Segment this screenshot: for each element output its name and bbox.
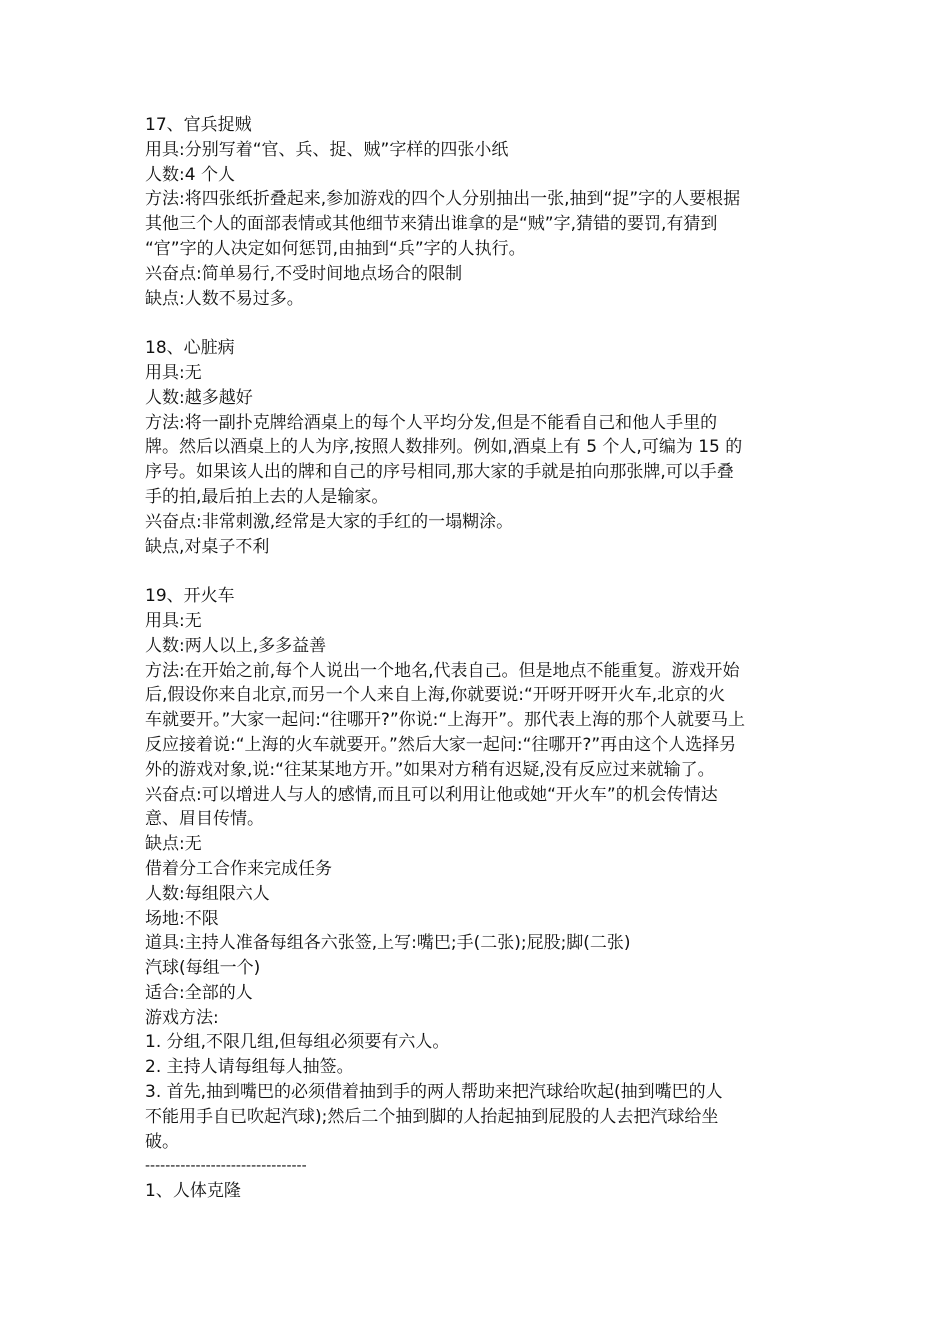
text-line: 意、眉目传情。: [145, 809, 264, 830]
text-line: 兴奋点:可以增进人与人的感情,而且可以利用让他或她“开火车”的机会传情达: [145, 784, 718, 805]
text-line: 用具:无: [145, 362, 202, 383]
text-line: 缺点:人数不易过多。: [145, 288, 304, 309]
text-line: 车就要开。”大家一起问:“往哪开?”你说:“上海开”。那代表上海的那个人就要马上: [145, 710, 746, 731]
section-kaihuoche: [145, 584, 817, 1154]
text-line: 人数:4 个人: [145, 164, 235, 185]
blank-line: [145, 311, 817, 336]
dashed-divider: --------------------------------: [145, 1158, 307, 1175]
text-line: 手的拍,最后拍上去的人是输家。: [145, 486, 389, 507]
text-line: 牌。然后以酒桌上的人为序,按照人数排列。例如,酒桌上有 5 个人,可编为 15 的: [145, 437, 743, 458]
text-line: 方法:在开始之前,每个人说出一个地名,代表自己。但是地点不能重复。游戏开始: [145, 660, 740, 681]
text-line: 借着分工合作来完成任务: [145, 858, 332, 879]
text-line: 兴奋点:非常刺激,经常是大家的手红的一塌糊涂。: [145, 511, 514, 532]
section-heading: 17、官兵捉贼: [145, 115, 252, 135]
text-line: 兴奋点:简单易行,不受时间地点场合的限制: [145, 263, 463, 284]
text-line: 道具:主持人准备每组各六张签,上写:嘴巴;手(二张);屁股;脚(二张): [145, 933, 631, 954]
text-line: 方法:将四张纸折叠起来,参加游戏的四个人分别抽出一张,抽到“捉”字的人要根据: [145, 189, 741, 210]
blank-line: [145, 559, 817, 584]
text-line: “官”字的人决定如何惩罚,由抽到“兵”字的人执行。: [145, 238, 526, 259]
text-line: 不能用手自已吹起汽球);然后二个抽到脚的人抬起抽到屁股的人去把汽球给坐: [145, 1106, 719, 1127]
text-line: 汽球(每组一个): [145, 958, 261, 979]
next-section-heading: 1、人体克隆: [145, 1181, 241, 1202]
text-line: 用具:无: [145, 610, 202, 631]
text-line: 缺点:无: [145, 834, 202, 855]
text-line: 场地:不限: [145, 908, 219, 929]
section-guanbing: [145, 113, 817, 311]
text-line: 后,假设你来自北京,而另一个人来自上海,你就要说:“开呀开呀开火车,北京的火: [145, 685, 726, 706]
text-line: 序号。如果该人出的牌和自己的序号相同,那大家的手就是拍向那张牌,可以手叠: [145, 462, 734, 483]
text-line: 人数:越多越好: [145, 387, 253, 408]
text-line: 用具:分别写着“官、兵、捉、贼”字样的四张小纸: [145, 139, 509, 160]
text-line: 其他三个人的面部表情或其他细节来猜出谁拿的是“贼”字,猜错的要罚,有猜到: [145, 214, 718, 235]
section-heading: 18、心脏病: [145, 338, 235, 359]
text-line: 适合:全部的人: [145, 982, 253, 1003]
text-line: 游戏方法:: [145, 1007, 219, 1028]
text-line: 破。: [145, 1131, 179, 1152]
document-page: [145, 113, 817, 1204]
list-item: 2. 主持人请每组每人抽签。: [145, 1057, 354, 1078]
list-item: 3. 首先,抽到嘴巴的必须借着抽到手的两人帮助来把汽球给吹起(抽到嘴巴的人: [145, 1082, 723, 1103]
text-line: 外的游戏对象,说:“往某某地方开。”如果对方稍有迟疑,没有反应过来就输了。: [145, 759, 715, 780]
list-item: 1. 分组,不限几组,但每组必须要有六人。: [145, 1032, 450, 1053]
text-line: 缺点,对桌子不利: [145, 536, 270, 557]
section-heading: 19、开火车: [145, 586, 235, 607]
section-xinzangbing: [145, 336, 817, 559]
text-line: 反应接着说:“上海的火车就要开。”然后大家一起问:“往哪开?”再由这个人选择另: [145, 734, 737, 755]
text-line: 人数:两人以上,多多益善: [145, 635, 327, 656]
text-line: 人数:每组限六人: [145, 883, 270, 904]
text-line: 方法:将一副扑克牌给酒桌上的每个人平均分发,但是不能看自己和他人手里的: [145, 412, 718, 433]
